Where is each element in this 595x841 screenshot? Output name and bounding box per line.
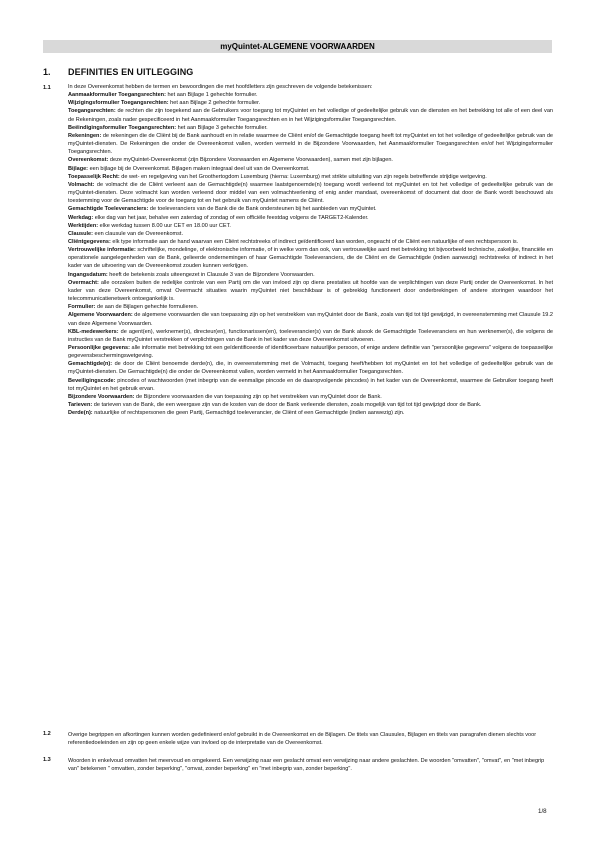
definitions-intro: In deze Overeenkomst hebben de termen en bewoordingen die met hoofdletters zijn geschreven de volgende betekenissen: — [68, 84, 373, 90]
definition-item — [68, 271, 553, 279]
paragraph-1-2: Overige begrippen en afkortingen kunnen worden gedefinieerd en/of gebruikt in de Overeenkomst en de Bijlagen. De titels van Clausules, Bijlagen en titels van paragrafen dienen slechts voor referentiedoeleinden en zijn op geen enkele wijze van invloed op de interpretatie van de Overeenkomst. — [68, 732, 537, 747]
definition-text: de toeleveranciers van de Bank die de Bank ondersteunen bij het aanbieden van myQuintet. — [148, 206, 377, 213]
definition-item — [68, 156, 553, 164]
definition-text: elke dag van het jaar, behalve een zaterdag of zondag of een officiële feestdag volgens de TARGET2-Kalender. — [93, 214, 369, 221]
definition-text: schriftelijke, mondelinge, of elektronische informatie, of in welke vorm dan ook, van vertrouwelijke aard met betrekking tot bijvoorbeeld technische, zakelijke, financiële en operationele aangelegenheden van de Bank, gelieerde ondernemingen of haar Gemachtigde Toeleveranciers, die de Cliënt en de Gemachtigde (indien aanwezig) rechtstreeks of indirect in het kader van de uitvoering van de Overeenkomst zouden kunnen verkrijgen. — [68, 247, 553, 270]
definition-term: Rekeningen: — [68, 132, 102, 139]
definition-term: Beëindigingsformulier Toegangsrechten: — [68, 124, 177, 131]
section-title: DEFINITIES EN UITLEGGING — [68, 67, 194, 77]
definition-term: Clausule: — [68, 230, 93, 237]
definition-item — [68, 409, 553, 417]
definition-text: een clausule van de Overeenkomst. — [92, 230, 184, 237]
definition-term: Volmacht: — [68, 181, 95, 188]
definition-text: pincodes of wachtwoorden (met inbegrip van de eenmalige pincode en de daaropvolgende pincodes) in het kader van de Overeenkomst, waarmee de Gebruiker toegang heeft tot myQuintet en het gebruik ervan. — [68, 377, 553, 392]
definition-term: Aanmaakformulier Toegangsrechten: — [68, 92, 166, 99]
definition-item — [68, 303, 553, 311]
document-title: myQuintet-ALGEMENE VOORWAARDEN — [43, 40, 552, 53]
definition-item — [68, 181, 553, 205]
definition-term: Overeenkomst: — [68, 157, 109, 164]
definition-term: Bijzondere Voorwaarden: — [68, 393, 135, 400]
definition-item — [68, 99, 553, 107]
definition-term: Wijzigingsformulier Toegangsrechten: — [68, 100, 169, 107]
definition-term: Toepasselijk Recht: — [68, 173, 120, 180]
definition-term: Toegangsrechten: — [68, 108, 116, 115]
definition-item — [68, 124, 553, 132]
section-number: 1. — [43, 67, 51, 77]
definition-text: heeft de betekenis zoals uiteengezet in Clausule 3 van de Bijzondere Voorwaarden. — [107, 271, 315, 278]
definition-item — [68, 132, 553, 156]
definition-text: natuurlijke of rechtspersonen die geen Partij, Gemachtigd toeleverancier, de Cliënt of een Gemachtigde (indien aanwezig) zijn. — [92, 410, 405, 417]
definition-text: alle oorzaken buiten de redelijke controle van een Partij om die van invloed zijn op diens prestaties uit hoofde van de verplichtingen van deze Partij onder de Overeenkomst. In het kader van deze Overeenkomst, omvat Overmacht situaties waarin myQuintet niet beschikbaar is of gebrekkig functioneert door onderbrekingen of andere storingen waardoor het telecommunicatienetwerk ontoegankelijk is. — [68, 279, 553, 303]
definition-text: deze myQuintet-Overeenkomst (zijn Bijzondere Voorwaarden en Algemene Voorwaarden), samen met zijn bijlagen. — [108, 157, 393, 164]
definition-text: de rechten die zijn toegekend aan de Gebruikers voor toegang tot myQuintet en het volledige of gedeeltelijke gebruik van de diensten en het betrekking tot alle of een deel van de Rekeningen, zoals nader gespecificeerd in het Aanmaakformulier Toegangsrechten en in het Wijzigingsformulier Toegangsrechten. — [68, 108, 553, 123]
definition-text: het aan Bijlage 1 gehechte formulier. — [165, 92, 258, 99]
definition-text: de algemene voorwaarden die van toepassing zijn op het verstrekken van myQuintet door de Bank, zoals van tijd tot tijd gewijzigd, in overeenstemming met Clausule 19.2 van deze Algemene Voorwaarden. — [68, 312, 553, 327]
definition-text: het aan Bijlage 2 gehechte formulier. — [168, 100, 261, 107]
definition-item — [68, 238, 553, 246]
definition-text: de tarieven van de Bank, die een weergave zijn van de kosten van de door de Bank verleende diensten, zoals mogelijk van tijd tot tijd gewijzigd door de Bank. — [92, 402, 482, 409]
definition-item — [68, 107, 553, 123]
definition-text: alle informatie met betrekking tot een geïdentificeerde of identificeerbare natuurlijke persoon, of enige andere definitie van "persoonlijke gegevens" volgens de toepasselijke gegevensbeschermingswetgeving. — [68, 345, 553, 360]
definition-term: KBL-medewerkers: — [68, 328, 119, 335]
definition-item — [68, 344, 553, 360]
definition-text: het aan Bijlage 3 gehechte formulier. — [176, 124, 268, 131]
definition-item — [68, 360, 553, 376]
definition-term: Formulier: — [68, 304, 96, 311]
definition-term: Derde(n): — [68, 410, 93, 417]
definition-item — [68, 311, 553, 327]
subsection-number-1-3: 1.3 — [43, 757, 51, 763]
definition-text: de rekeningen die de Cliënt bij de Bank aanhoudt en in relatie waarmee de Cliënt en/of de Gemachtigde toegang heeft tot myQuintet en tot het volledige of gedeeltelijke gebruik van de myQuintet-diensten. De Rekeningen die onder de Overeenkomst vallen, worden vermeld in de Bijzondere Voorwaarden, het Aanmaakformulier Toegangsrechten en/of het Wijzigingsformulier Toegangsrechten. — [68, 132, 553, 156]
definition-term: Persoonlijke gegevens: — [68, 345, 130, 351]
definition-term: Beveiligingscode: — [68, 377, 116, 384]
paragraph-1-3: Woorden in enkelvoud omvatten het meervoud en omgekeerd. Een verwijzing naar een geslacht omvat een verwijzing naar andere geslachten. De woorden "omvatten", "omvat", en "met inbegrip van" betekenen " omvatten, zonder beperking", "omvat, zonder beperking" en "met inbegrip van, zonder beperking". — [68, 758, 545, 773]
definition-item — [68, 222, 553, 230]
definition-text: de wet- en regelgeving van het Groothertogdom Luxemburg (hierna: Luxemburg) met strikte uitsluiting van zijn regels betreffende strijdige wetgeving. — [119, 173, 487, 180]
definition-term: Gemachtigde Toeleveranciers: — [68, 206, 149, 213]
definition-term: Algemene Voorwaarden: — [68, 312, 133, 319]
definition-text: een bijlage bij de Overeenkomst. Bijlagen maken integraal deel uit van de Overeenkomst. — [88, 165, 310, 172]
definition-text: de Bijzondere voorwaarden die van toepassing zijn op het verstrekken van myQuintet door de Bank. — [134, 393, 382, 400]
definition-item — [68, 165, 553, 173]
definition-text: elke werkdag tussen 8.00 uur CET en 18.00 uur CET. — [98, 222, 231, 229]
definition-item — [68, 91, 553, 99]
definition-item — [68, 377, 553, 393]
definition-term: Vertrouwelijke informatie: — [68, 247, 136, 254]
definition-item — [68, 279, 553, 303]
definition-term: Gemachtigde(n): — [68, 361, 113, 368]
definition-text: de aan de Bijlagen gehechte formulieren. — [95, 304, 199, 311]
definition-item — [68, 173, 553, 181]
definition-item — [68, 214, 553, 222]
definition-term: Tarieven: — [68, 402, 93, 409]
definition-text: elk type informatie aan de hand waarvan een Cliënt rechtstreeks of indirect geïdentificeerd kan worden, ongeacht of de Cliënt een natuurlijke of een rechtspersoon is. — [110, 238, 519, 245]
definition-item — [68, 393, 553, 401]
definition-term: Cliëntgegevens: — [68, 238, 111, 245]
definition-item — [68, 401, 553, 409]
definition-text: de volmacht die de Cliënt verleent aan de Gemachtigde(n) waarmee laatstgenoemde(n) toegang wordt verleend tot myQuintet en tot het volledige of gedeeltelijke gebruik van de myQuintet-diensten. Deze volmacht kan worden verleend door middel van een volmachtverlening of enig ander mandaat, overeenkomst of document dat door de Bank wordt beschouwd als toestemming voor de Gemachtigde voor de toegang tot en het gebruik van myQuintet namens de Cliënt. — [68, 181, 553, 205]
definitions-body — [68, 83, 553, 417]
definition-term: Ingangsdatum: — [68, 271, 108, 278]
definition-text: de agent(en), werknemer(s), directeur(en), functionarissen(en), toeleverancier(s) van de Bank alsook de Gemachtigde Toeleveranciers en hun werknemer(s), die volgens de instructies van de Bank myQuintet verstrekken of verplichtingen van de Bank in het kader van deze Overeenkomst uitvoeren. — [68, 328, 553, 343]
definition-item — [68, 328, 553, 344]
definition-term: Werktijden: — [68, 222, 99, 229]
definition-item — [68, 205, 553, 213]
definition-term: Overmacht: — [68, 279, 99, 286]
page-number: 1/8 — [538, 808, 547, 815]
definition-text: de door de Cliënt benoemde derde(n), die, in overeenstemming met de Volmacht, toegang heeft/hebben tot myQuintet en tot het volledige of gedeeltelijke gebruik van de myQuintet-diensten. De Gemachtigde(n) die onder de Overeenkomst vallen, worden vermeld in het Aanmaakformulier Toegangsrechten. — [68, 361, 553, 376]
subsection-number-1-1: 1.1 — [43, 85, 51, 91]
definition-item — [68, 246, 553, 270]
definition-term: Werkdag: — [68, 214, 94, 221]
subsection-number-1-2: 1.2 — [43, 731, 51, 737]
definition-term: Bijlage: — [68, 165, 89, 172]
definition-item — [68, 230, 553, 238]
